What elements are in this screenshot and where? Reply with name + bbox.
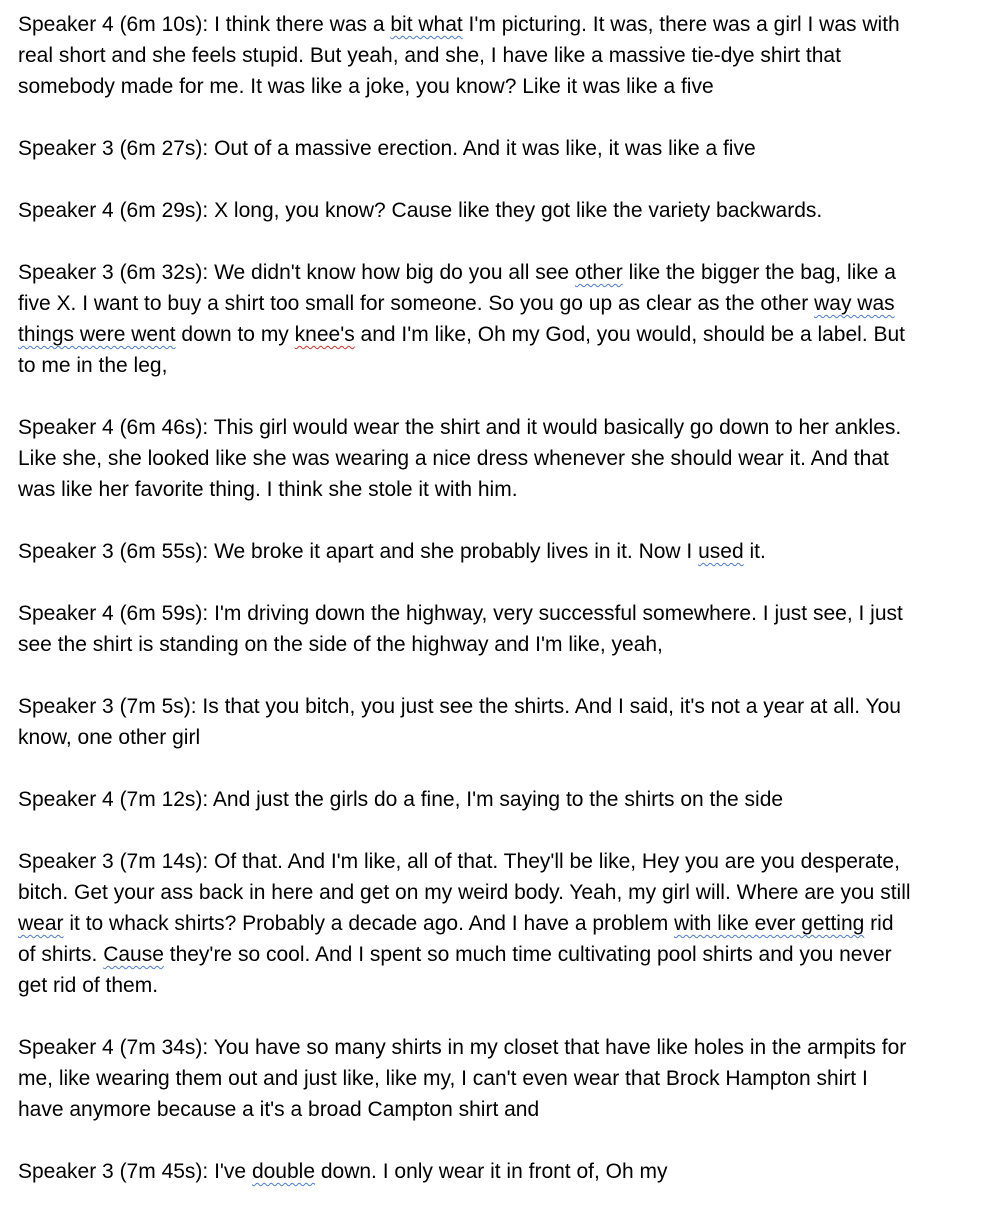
- text-run: I'm picturing. It was, there was a girl I was with: [462, 13, 900, 36]
- text-line: [18, 40, 993, 71]
- text-line: [18, 195, 993, 226]
- text-line: [18, 1063, 993, 1094]
- text-line: [18, 443, 993, 474]
- transcript-paragraph: [18, 536, 993, 567]
- text-run: see the shirt is standing on the side of the highway and I'm like, yeah,: [18, 633, 663, 656]
- text-run: bitch. Get your ass back in here and get on my weird body. Yeah, my girl will. Where are you still: [18, 881, 911, 904]
- grammar-suggestion-underline: with like ever getting: [674, 912, 865, 935]
- text-line: [18, 1094, 993, 1125]
- text-run: Speaker 4 (6m 29s): X long, you know? Cause like they got like the variety backwards.: [18, 199, 823, 222]
- text-run: Speaker 4 (7m 34s): You have so many shirts in my closet that have like holes in the armpits for: [18, 1036, 907, 1059]
- text-run: and I'm like, Oh my God, you would, should be a label. But: [354, 323, 906, 346]
- text-run: to me in the leg,: [18, 354, 168, 377]
- text-line: [18, 536, 993, 567]
- transcript-paragraph: [18, 1156, 993, 1187]
- spelling-error-underline: knee's: [294, 323, 355, 346]
- text-line: [18, 257, 993, 288]
- text-run: down. I only wear it in front of, Oh my: [315, 1160, 668, 1183]
- text-run: get rid of them.: [18, 974, 159, 997]
- text-run: Speaker 4 (6m 59s): I'm driving down the highway, very successful somewhere. I just see, I just: [18, 602, 903, 625]
- grammar-suggestion-underline: bit what: [390, 13, 463, 36]
- text-run: have anymore because a it's a broad Campton shirt and: [18, 1098, 540, 1121]
- text-run: five X. I want to buy a shirt too small for someone. So you go up as clear as the other: [18, 292, 815, 315]
- text-run: it.: [743, 540, 766, 563]
- text-run: rid: [864, 912, 894, 935]
- text-run: Speaker 4 (6m 10s): I think there was a: [18, 13, 391, 36]
- text-line: [18, 9, 993, 40]
- transcript-paragraph: [18, 691, 993, 753]
- text-run: of shirts.: [18, 943, 104, 966]
- text-line: [18, 350, 993, 381]
- text-run: Speaker 3 (6m 32s): We didn't know how big do you all see: [18, 261, 575, 284]
- grammar-suggestion-underline: double: [251, 1160, 316, 1183]
- transcript-document: [18, 9, 993, 1218]
- text-run: like the bigger the bag, like a: [622, 261, 896, 284]
- text-line: [18, 412, 993, 443]
- text-line: [18, 908, 993, 939]
- transcript-paragraph: [18, 257, 993, 381]
- transcript-paragraph: [18, 133, 993, 164]
- transcript-paragraph: [18, 598, 993, 660]
- text-run: Like she, she looked like she was wearing a nice dress whenever she should wear it. And that: [18, 447, 889, 470]
- text-line: [18, 319, 993, 350]
- text-line: [18, 970, 993, 1001]
- text-line: [18, 784, 993, 815]
- transcript-paragraph: [18, 195, 993, 226]
- transcript-paragraph: [18, 9, 993, 102]
- transcript-paragraph: [18, 1032, 993, 1125]
- text-run: know, one other girl: [18, 726, 201, 749]
- text-line: [18, 133, 993, 164]
- text-line: [18, 939, 993, 970]
- text-line: [18, 598, 993, 629]
- text-run: was like her favorite thing. I think she stole it with him.: [18, 478, 518, 501]
- transcript-paragraph: [18, 784, 993, 815]
- transcript-paragraph: [18, 412, 993, 505]
- grammar-suggestion-underline: used: [698, 540, 744, 563]
- text-line: [18, 629, 993, 660]
- text-line: [18, 288, 993, 319]
- text-run: Speaker 3 (6m 27s): Out of a massive erection. And it was like, it was like a five: [18, 137, 756, 160]
- grammar-suggestion-underline: Cause: [103, 943, 164, 966]
- text-run: me, like wearing them out and just like, like my, I can't even wear that Brock Hampton shirt I: [18, 1067, 868, 1090]
- text-line: [18, 691, 993, 722]
- text-run: somebody made for me. It was like a joke, you know? Like it was like a five: [18, 75, 714, 98]
- text-run: Speaker 4 (7m 12s): And just the girls do a fine, I'm saying to the shirts on the side: [18, 788, 784, 811]
- text-run: Speaker 3 (7m 45s): I've: [18, 1160, 252, 1183]
- text-line: [18, 722, 993, 753]
- grammar-suggestion-underline: things were went: [18, 323, 176, 346]
- grammar-suggestion-underline: wear: [18, 912, 64, 935]
- text-run: Speaker 3 (7m 14s): Of that. And I'm like, all of that. They'll be like, Hey you are you desperate,: [18, 850, 900, 873]
- text-line: [18, 846, 993, 877]
- text-run: down to my: [175, 323, 295, 346]
- text-line: [18, 1156, 993, 1187]
- text-run: Speaker 3 (7m 5s): Is that you bitch, you just see the shirts. And I said, it's not a year at all. You: [18, 695, 901, 718]
- grammar-suggestion-underline: other: [574, 261, 623, 284]
- text-run: Speaker 4 (6m 46s): This girl would wear the shirt and it would basically go down to her ankles.: [18, 416, 902, 439]
- text-line: [18, 474, 993, 505]
- text-line: [18, 877, 993, 908]
- text-line: [18, 1032, 993, 1063]
- text-run: Speaker 3 (6m 55s): We broke it apart and she probably lives in it. Now I: [18, 540, 699, 563]
- text-line: [18, 71, 993, 102]
- text-run: they're so cool. And I spent so much time cultivating pool shirts and you never: [163, 943, 892, 966]
- grammar-suggestion-underline: way was: [814, 292, 895, 315]
- transcript-paragraph: [18, 846, 993, 1001]
- text-run: real short and she feels stupid. But yeah, and she, I have like a massive tie-dye shirt that: [18, 44, 841, 67]
- text-run: it to whack shirts? Probably a decade ago. And I have a problem: [63, 912, 675, 935]
